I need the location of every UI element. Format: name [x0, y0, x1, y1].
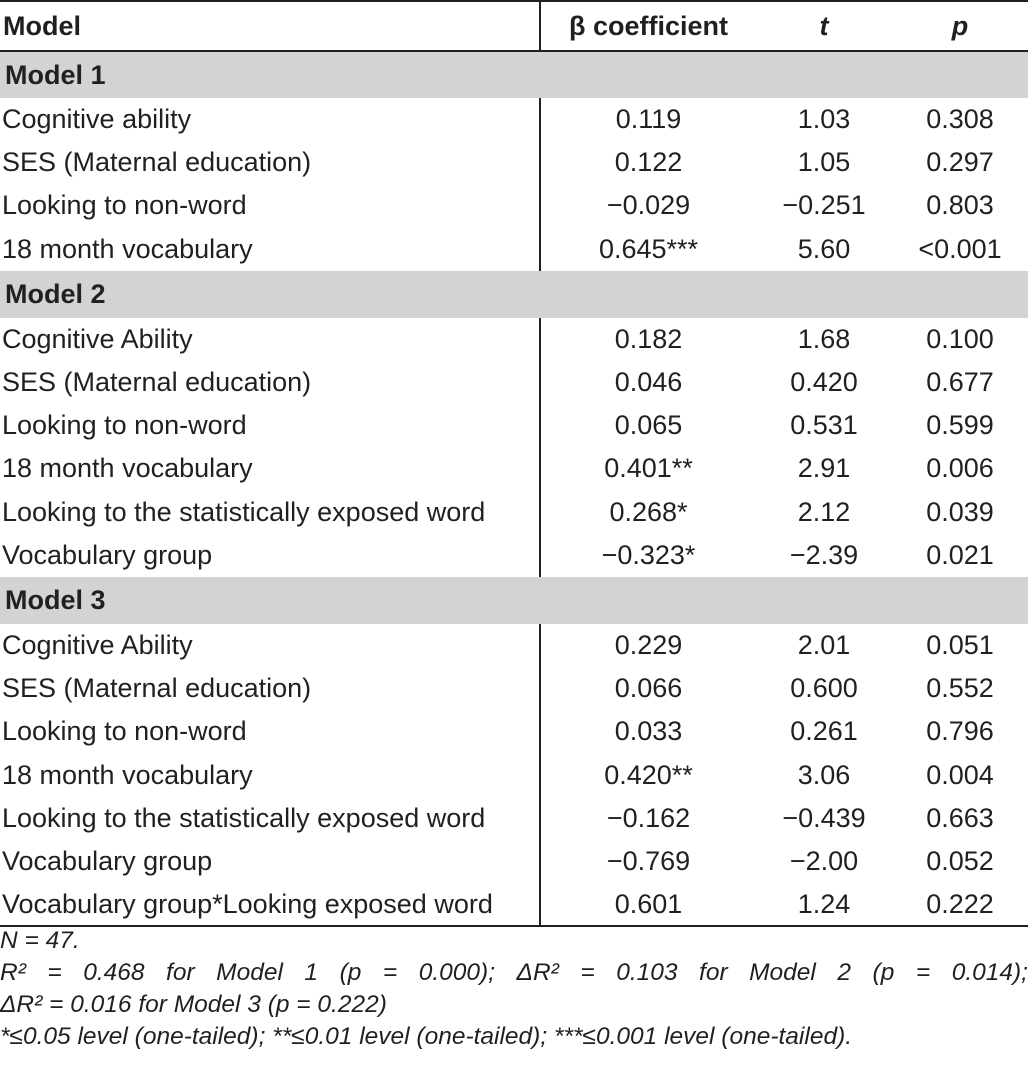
beta-value: 0.122 [540, 141, 756, 184]
p-value: <0.001 [918, 233, 1002, 264]
table-footnotes [0, 925, 1028, 1053]
r-squared-note-line-2: ΔR² = 0.016 for Model 3 (p = 0.222) [0, 991, 387, 1018]
column-header-model: Model [0, 1, 540, 51]
p-value: 0.051 [926, 629, 994, 660]
t-value: 5.60 [797, 233, 851, 264]
beta-value: 0.229 [540, 624, 756, 667]
t-value: 0.261 [790, 716, 858, 747]
table-header [0, 1, 1028, 51]
t-value: 2.01 [797, 629, 851, 660]
table-row [0, 447, 1028, 490]
model-1-group [0, 51, 1028, 271]
t-value: −0.439 [782, 802, 866, 833]
t-value: 2.12 [797, 496, 851, 527]
p-value: 0.006 [926, 453, 994, 484]
model-3-group [0, 577, 1028, 926]
column-header-p: p [892, 1, 1028, 51]
table-row [0, 404, 1028, 447]
table-row [0, 797, 1028, 840]
beta-value: 0.268* [540, 491, 756, 534]
p-value: 0.222 [892, 883, 1028, 926]
beta-value: −0.769 [540, 840, 756, 883]
beta-value: −0.323* [540, 534, 756, 577]
p-value: 0.021 [926, 539, 994, 570]
table-row [0, 98, 1028, 141]
beta-value: 0.119 [540, 98, 756, 141]
p-value: 0.297 [926, 147, 994, 178]
row-label: Looking to the statistically exposed word [2, 802, 486, 833]
p-value: 0.599 [926, 410, 994, 441]
t-value: 1.05 [797, 147, 851, 178]
r-squared-note-line-1: R² = 0.468 for Model 1 (p = 0.000); ΔR² = 0.103 for Model 2 (p = 0.014); [0, 959, 1028, 986]
row-label: 18 month vocabulary [2, 759, 253, 790]
table-row [0, 184, 1028, 227]
group-title: Model 1 [0, 51, 1028, 98]
sample-size-note: N = 47. [0, 927, 80, 954]
t-value: 0.420 [790, 367, 858, 398]
p-value: 0.803 [926, 190, 994, 221]
row-label: Looking to the statistically exposed word [2, 496, 486, 527]
t-value: 0.600 [790, 673, 858, 704]
group-title: Model 3 [0, 577, 1028, 624]
beta-value: 0.420** [540, 753, 756, 796]
column-header-t: t [756, 1, 892, 51]
p-value: 0.039 [926, 496, 994, 527]
row-label: SES (Maternal education) [2, 367, 312, 398]
table-row [0, 141, 1028, 184]
t-value: 1.03 [797, 104, 851, 135]
t-value: 3.06 [797, 759, 851, 790]
table-row [0, 361, 1028, 404]
table-row [0, 228, 1028, 271]
beta-value: 0.645*** [540, 228, 756, 271]
t-value: 0.531 [790, 410, 858, 441]
p-value: 0.663 [926, 802, 994, 833]
table-row [0, 753, 1028, 796]
row-label: 18 month vocabulary [2, 233, 253, 264]
beta-value: 0.065 [540, 404, 756, 447]
beta-value: −0.029 [540, 184, 756, 227]
t-value: −2.00 [789, 845, 859, 876]
beta-value: 0.066 [540, 667, 756, 710]
row-label: Looking to non-word [2, 410, 247, 441]
row-label: Vocabulary group [2, 539, 213, 570]
p-value: 0.552 [926, 673, 994, 704]
beta-value: 0.046 [540, 361, 756, 404]
significance-note: *≤0.05 level (one-tailed); **≤0.01 level (one-tailed); ***≤0.001 level (one-tailed). [0, 1023, 853, 1050]
beta-value: 0.601 [540, 883, 756, 926]
table-row [0, 491, 1028, 534]
table-row [0, 667, 1028, 710]
p-value: 0.796 [926, 716, 994, 747]
row-label: 18 month vocabulary [2, 453, 253, 484]
row-label: Vocabulary group*Looking exposed word [0, 883, 540, 926]
row-label: SES (Maternal education) [2, 147, 312, 178]
beta-value: 0.182 [540, 318, 756, 361]
model-2-group [0, 271, 1028, 577]
t-value: 1.68 [797, 323, 851, 354]
row-label: Cognitive Ability [2, 629, 193, 660]
p-value: 0.100 [926, 323, 994, 354]
column-header-beta: β coefficient [540, 1, 756, 51]
p-value: 0.308 [926, 104, 994, 135]
row-label: Cognitive Ability [2, 323, 193, 354]
table-row [0, 534, 1028, 577]
row-label: SES (Maternal education) [2, 673, 312, 704]
t-value: −2.39 [789, 539, 859, 570]
table-row [0, 840, 1028, 883]
row-label: Vocabulary group [2, 845, 213, 876]
group-title: Model 2 [0, 271, 1028, 318]
p-value: 0.052 [926, 845, 994, 876]
table-row [0, 710, 1028, 753]
t-value: 2.91 [797, 453, 851, 484]
beta-value: −0.162 [540, 797, 756, 840]
table-row [0, 883, 1028, 926]
row-label: Looking to non-word [2, 716, 247, 747]
beta-value: 0.401** [540, 447, 756, 490]
p-value: 0.677 [926, 367, 994, 398]
beta-value: 0.033 [540, 710, 756, 753]
p-value: 0.004 [926, 759, 994, 790]
t-value: 1.24 [756, 883, 892, 926]
row-label: Cognitive ability [2, 104, 192, 135]
table-row [0, 318, 1028, 361]
table-row [0, 624, 1028, 667]
t-value: −0.251 [782, 190, 866, 221]
row-label: Looking to non-word [2, 190, 247, 221]
